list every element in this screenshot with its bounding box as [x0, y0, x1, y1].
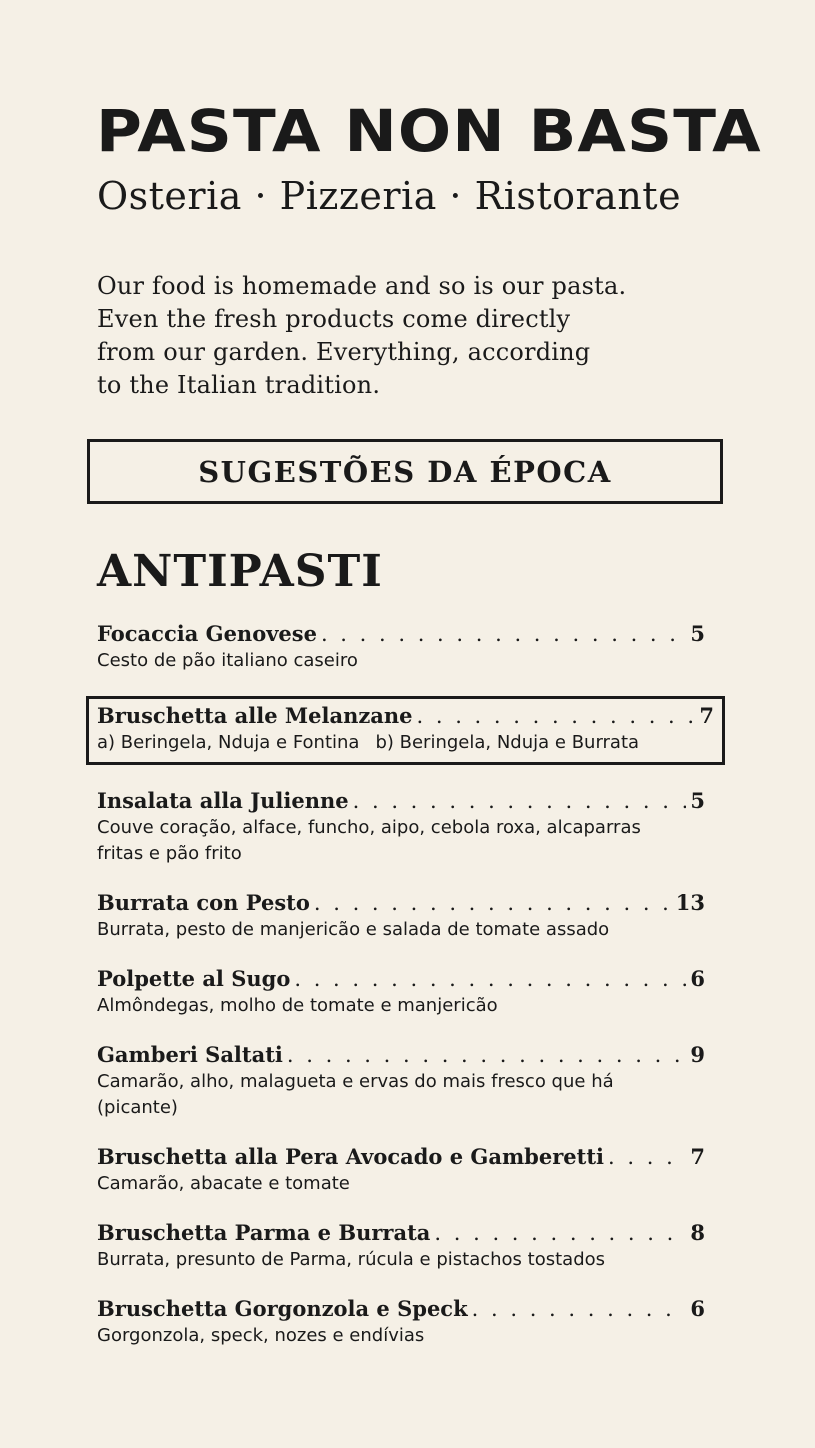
menu-item [97, 1295, 705, 1349]
intro-line: Our food is homemade and so is our pasta. [97, 272, 627, 300]
menu-item [97, 1041, 705, 1121]
item-option-b: b) Beringela, Nduja e Burrata [375, 732, 640, 753]
section-title: ANTIPASTI [97, 546, 383, 597]
item-description: Camarão, abacate e tomate [97, 1173, 350, 1194]
menu-list [97, 620, 714, 1371]
item-price: 6 [690, 966, 705, 991]
item-description: Gorgonzola, speck, nozes e endívias [97, 1325, 425, 1346]
menu-item [97, 965, 705, 1019]
dot-leader [314, 889, 672, 917]
dot-leader [353, 787, 687, 815]
dot-leader [287, 1041, 686, 1069]
item-description: Camarão, alho, malagueta e ervas do mais fresco que há (picante) [97, 1071, 614, 1118]
item-price: 7 [699, 703, 714, 728]
item-description: Couve coração, alface, funcho, aipo, cebola roxa, alcaparras fritas e pão frito [97, 817, 641, 864]
item-name: Gamberi Saltati [97, 1042, 283, 1067]
dot-leader [294, 965, 686, 993]
menu-item [97, 1143, 705, 1197]
item-name: Bruschetta Parma e Burrata [97, 1220, 431, 1245]
dot-leader [472, 1295, 687, 1323]
menu-item [97, 1219, 705, 1273]
restaurant-tagline: Osteria · Pizzeria · Ristorante [97, 174, 682, 218]
dot-leader [608, 1143, 686, 1171]
intro-line: from our garden. Everything, according [97, 338, 591, 366]
intro-line: to the Italian tradition. [97, 371, 381, 399]
item-name: Focaccia Genovese [97, 621, 317, 646]
item-description: Almôndegas, molho de tomate e manjericão [97, 995, 498, 1016]
menu-item [97, 620, 705, 674]
item-description: Burrata, presunto de Parma, rúcula e pistachos tostados [97, 1249, 606, 1270]
intro-paragraph [97, 270, 737, 402]
dot-leader [321, 620, 686, 648]
item-description: Cesto de pão italiano caseiro [97, 650, 358, 671]
item-price: 7 [690, 1144, 705, 1169]
season-suggestions-label: SUGESTÕES DA ÉPOCA [198, 454, 612, 489]
intro-line: Even the fresh products come directly [97, 305, 571, 333]
item-price: 5 [690, 788, 705, 813]
menu-item [97, 889, 705, 943]
restaurant-name: PASTA NON BASTA [96, 97, 762, 165]
item-name: Polpette al Sugo [97, 966, 291, 991]
menu-item [97, 787, 705, 867]
season-suggestions-banner [87, 439, 723, 504]
dot-leader [417, 702, 696, 730]
item-price: 8 [690, 1220, 705, 1245]
item-price: 6 [690, 1296, 705, 1321]
item-price: 13 [675, 890, 705, 915]
item-option-a: a) Beringela, Nduja e Fontina [97, 732, 360, 753]
item-name: Bruschetta alle Melanzane [97, 703, 413, 728]
item-description [97, 730, 714, 756]
item-name: Insalata alla Julienne [97, 788, 349, 813]
item-description: Burrata, pesto de manjericão e salada de tomate assado [97, 919, 610, 940]
item-price: 5 [690, 621, 705, 646]
item-price: 9 [690, 1042, 705, 1067]
menu-item-highlighted [86, 696, 725, 765]
item-name: Burrata con Pesto [97, 890, 310, 915]
item-name: Bruschetta alla Pera Avocado e Gamberetti [97, 1144, 605, 1169]
item-name: Bruschetta Gorgonzola e Speck [97, 1296, 468, 1321]
dot-leader [434, 1219, 686, 1247]
